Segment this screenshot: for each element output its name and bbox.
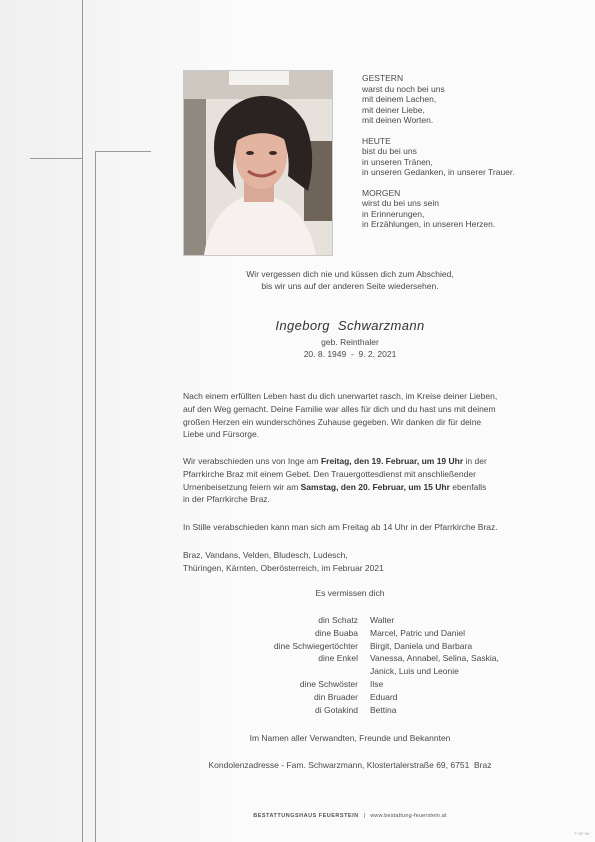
poem-line: mit deinem Lachen, [362,94,437,104]
relation [183,665,370,678]
maiden-name: geb. Reinthaler [321,337,379,347]
names: Marcel, Patric und Daniel [370,627,465,638]
footer-separator: | [363,813,366,819]
text-line: großen Herzen ein wunderschönes Zuhause gegeben. Wir danken dir für deine [183,416,482,427]
poem-line: MORGEN [362,187,401,198]
funeral-home-name: BESTATTUNGSHAUS FEUERSTEIN [253,813,359,819]
prayer-date: Freitag, den 19. Februar, um 19 Uhr [320,456,464,466]
poem-stanza [362,73,582,126]
list-item [183,665,523,678]
paragraph-services [183,455,548,506]
list-item [183,652,523,665]
portrait-illustration [184,71,332,255]
poem-line: in unseren Tränen, [362,156,433,167]
life-dates: 20. 8. 1949 - 9. 2. 2021 [303,349,397,359]
paragraph-life [183,390,548,441]
poem-line: mit deiner Liebe, [362,104,425,115]
list-item [183,691,523,704]
poem-line: in Erinnerungen, [362,208,425,219]
portrait-photo [183,70,333,256]
mourners-heading: Es vermissen dich [315,588,385,598]
text-segment: in der [463,456,487,466]
relation: dine Enkel [318,653,358,664]
poem-line: warst du noch bei uns [362,83,445,94]
text-line: Thüringen, Kärnten, Oberösterreich, im Februar 2021 [183,562,384,573]
relation: dine Schwöster [299,678,358,689]
list-item [183,704,523,717]
relation: din Schatz [318,615,358,625]
names: Eduard [370,691,398,702]
list-item [183,614,523,627]
text-line: Braz, Vandans, Velden, Bludesch, Ludesch, [183,550,348,560]
cross-horizontal-line [96,151,151,152]
poem-line: bist du bei uns [362,146,417,156]
poem-line: HEUTE [362,135,391,146]
names: Janick, Luis und Leonie [370,666,459,677]
condolence-address: Kondolenzadresse - Fam. Schwarzmann, Klostertalerstraße 69, 6751 Braz [208,760,492,770]
names: Birgit, Daniela und Barbara [370,640,473,651]
text-segment: Wir verabschieden uns von Inge am [183,456,321,466]
text-line: Nach einem erfüllten Leben hast du dich unerwartet rasch, im Kreise deiner Lieben, [183,391,498,401]
poem-line: in Erzählungen, in unseren Herzen. [362,219,496,229]
text-line: in der Pfarrkirche Braz. [183,494,270,505]
text-segment: ebenfalls [449,481,487,492]
relation: dine Schwiegertöchter [273,640,358,651]
mourners-list [183,614,523,716]
names: Walter [370,615,395,625]
text-line [183,481,548,494]
poem-stanza [362,136,582,178]
relation: dine Buaba [314,627,358,638]
farewell-line: Wir vergessen dich nie und küssen dich zum Abschied, [246,269,454,279]
text-segment: Urnenbeisetzung feiern wir am [183,481,301,492]
poem-line: GESTERN [362,73,404,83]
funeral-date: Samstag, den 20. Februar, um 15 Uhr [300,481,450,492]
text-line: Pfarrkirche Braz mit einem Gebet. Den Trauergottesdienst mit anschließender [183,468,476,479]
names: Vanessa, Annabel, Selina, Saskia, [370,653,499,664]
poem-line: in unseren Gedanken, in unserer Trauer. [362,167,515,177]
poem-line: mit deinen Worten. [362,115,434,125]
list-item [183,627,523,640]
list-item [183,678,523,691]
text-line: In Stille verabschieden kann man sich am Freitag ab 14 Uhr in der Pfarrkirche Braz. [183,522,498,532]
paragraph-viewing [183,521,548,534]
print-code: © SF 98 [574,831,589,836]
farewell-text [150,269,550,292]
text-line: auf den Weg gemacht. Deine Familie war alles für dich und du hast uns mit deinem [183,403,496,414]
relation: din Bruader [314,691,358,702]
deceased-name: Ingeborg Schwarzmann [275,318,425,333]
cross-horizontal-line [30,158,83,159]
funeral-home-url[interactable]: www.bestattung-feuerstein.at [370,813,447,819]
names: Bettina [370,704,397,715]
cross-vertical-line [95,151,96,842]
signature-line: Im Namen aller Verwandten, Freunde und Bekannten [249,733,451,743]
poem [362,73,582,240]
places-and-date [183,549,548,575]
names: Ilse [370,678,384,689]
poem-stanza [362,188,582,230]
poem-line: wirst du bei uns sein [362,198,440,208]
list-item [183,640,523,653]
farewell-line: bis wir uns auf der anderen Seite wiedersehen. [261,280,439,291]
footer [150,813,550,819]
cross-vertical-line [82,0,83,842]
relation: di Gotakind [315,704,358,715]
text-line: Liebe und Fürsorge. [183,429,260,440]
text-line [183,455,548,468]
